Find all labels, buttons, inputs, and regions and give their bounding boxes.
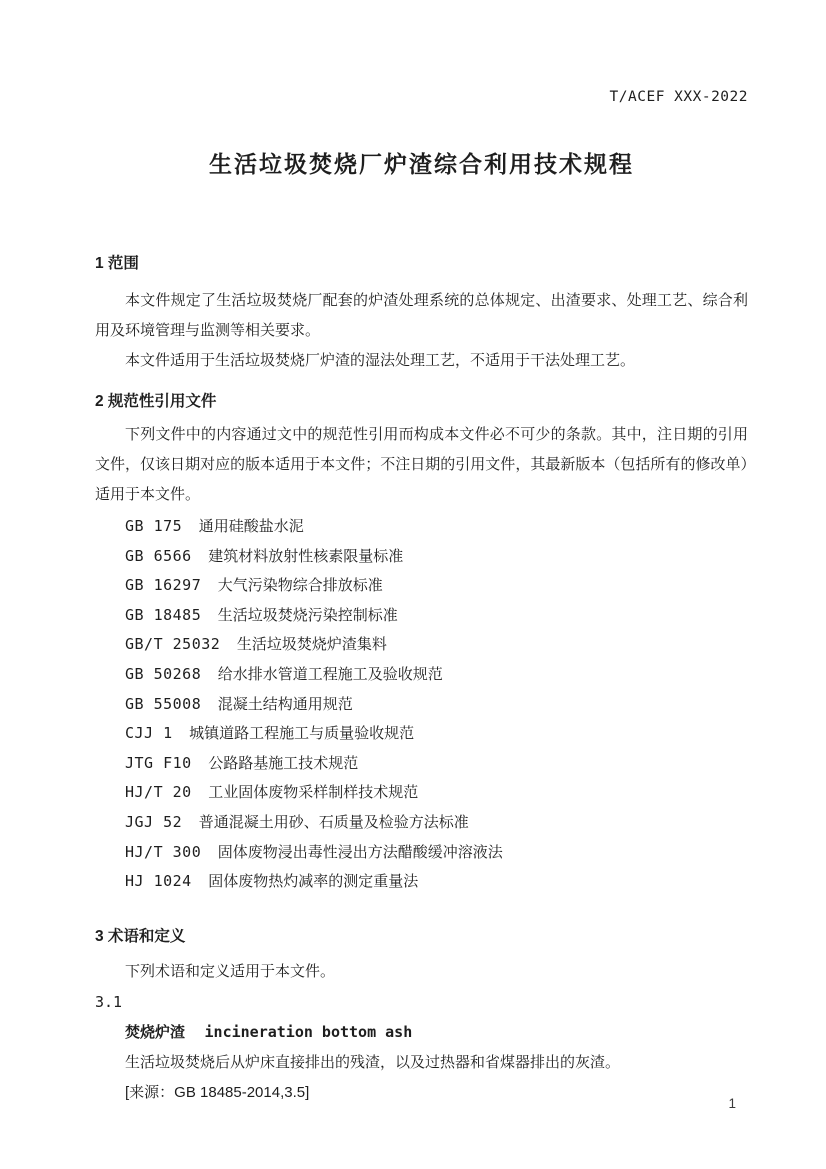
reference-code: HJ 1024 <box>125 872 192 891</box>
reference-code: JGJ 52 <box>125 812 183 831</box>
reference-title: 通用硅酸盐水泥 <box>198 518 304 535</box>
reference-item <box>95 838 748 868</box>
reference-title: 普通混凝土用砂、石质量及检验方法标准 <box>198 813 469 831</box>
reference-code: HJ/T 20 <box>125 783 192 802</box>
reference-title: 混凝土结构通用规范 <box>217 695 353 713</box>
reference-item <box>95 867 748 897</box>
reference-item <box>95 542 748 572</box>
reference-code: GB 50268 <box>125 664 202 683</box>
reference-title: 固体废物热灼减率的测定重量法 <box>208 873 419 891</box>
reference-code: GB/T 25032 <box>125 635 221 654</box>
scope-paragraph-1: 本文件规定了生活垃圾焚烧厂配套的炉渣处理系统的总体规定、出渣要求、处理工艺、综合利用及环境管理与监测等相关要求。 <box>95 292 748 339</box>
references-list <box>95 512 748 897</box>
reference-code: GB 18485 <box>125 605 202 624</box>
reference-title: 公路路基施工技术规范 <box>208 754 359 772</box>
reference-item <box>95 690 748 720</box>
page-number: 1 <box>728 1096 736 1111</box>
reference-item <box>95 601 748 631</box>
reference-item <box>95 660 748 690</box>
section-2-heading: 2 规范性引用文件 <box>95 393 217 410</box>
reference-item <box>95 719 748 749</box>
reference-code: GB 6566 <box>125 546 192 565</box>
reference-title: 给水排水管道工程施工及验收规范 <box>217 665 443 683</box>
doc-code: T/ACEF XXX-2022 <box>609 89 748 105</box>
terms-block <box>95 957 748 1108</box>
section-3-heading: 3 术语和定义 <box>95 927 186 945</box>
term-number: 3.1 <box>95 992 123 1011</box>
reference-title: 生活垃圾焚烧污染控制标准 <box>217 606 398 624</box>
term-name-zh: 焚烧炉渣 <box>125 1023 186 1041</box>
term-definition: 生活垃圾焚烧后从炉床直接排出的残渣，以及过热器和省煤器排出的灰渣。 <box>125 1053 621 1071</box>
page-content <box>95 0 748 1108</box>
document-title: 生活垃圾焚烧厂炉渣综合利用技术规程 <box>209 151 634 177</box>
reference-title: 城镇道路工程施工与质量验收规范 <box>189 725 415 743</box>
reference-code: HJ/T 300 <box>125 842 202 861</box>
reference-title: 生活垃圾焚烧炉渣集料 <box>236 636 387 654</box>
reference-title: 建筑材料放射性核素限量标准 <box>208 547 404 565</box>
references-intro: 下列文件中的内容通过文中的规范性引用而构成本文件必不可少的条款。其中，注日期的引用文件，仅该日期对应的版本适用于本文件；不注日期的引用文件，其最新版本（包括所有的修改单）适用于本文件。 <box>95 426 748 503</box>
terms-intro: 下列术语和定义适用于本文件。 <box>125 962 336 980</box>
reference-item <box>95 630 748 660</box>
reference-code: GB 16297 <box>125 576 202 595</box>
term-source: [来源：GB 18485-2014,3.5] <box>125 1083 310 1101</box>
reference-item <box>95 749 748 779</box>
reference-code: JTG F10 <box>125 753 192 772</box>
reference-title: 大气污染物综合排放标准 <box>217 577 383 595</box>
term-title-line <box>95 1017 748 1048</box>
reference-item <box>95 808 748 838</box>
scope-paragraph-2: 本文件适用于生活垃圾焚烧厂炉渣的湿法处理工艺，不适用于干法处理工艺。 <box>125 352 636 369</box>
reference-item <box>95 512 748 542</box>
section-1-heading: 1 范围 <box>95 255 139 272</box>
reference-code: GB 175 <box>125 517 183 535</box>
reference-title: 固体废物浸出毒性浸出方法醋酸缓冲溶液法 <box>217 843 503 861</box>
reference-item <box>95 778 748 808</box>
term-name-en: incineration bottom ash <box>204 1022 413 1041</box>
reference-item <box>95 571 748 601</box>
reference-code: CJJ 1 <box>125 724 173 743</box>
reference-code: GB 55008 <box>125 694 202 713</box>
reference-title: 工业固体废物采样制样技术规范 <box>208 784 419 802</box>
